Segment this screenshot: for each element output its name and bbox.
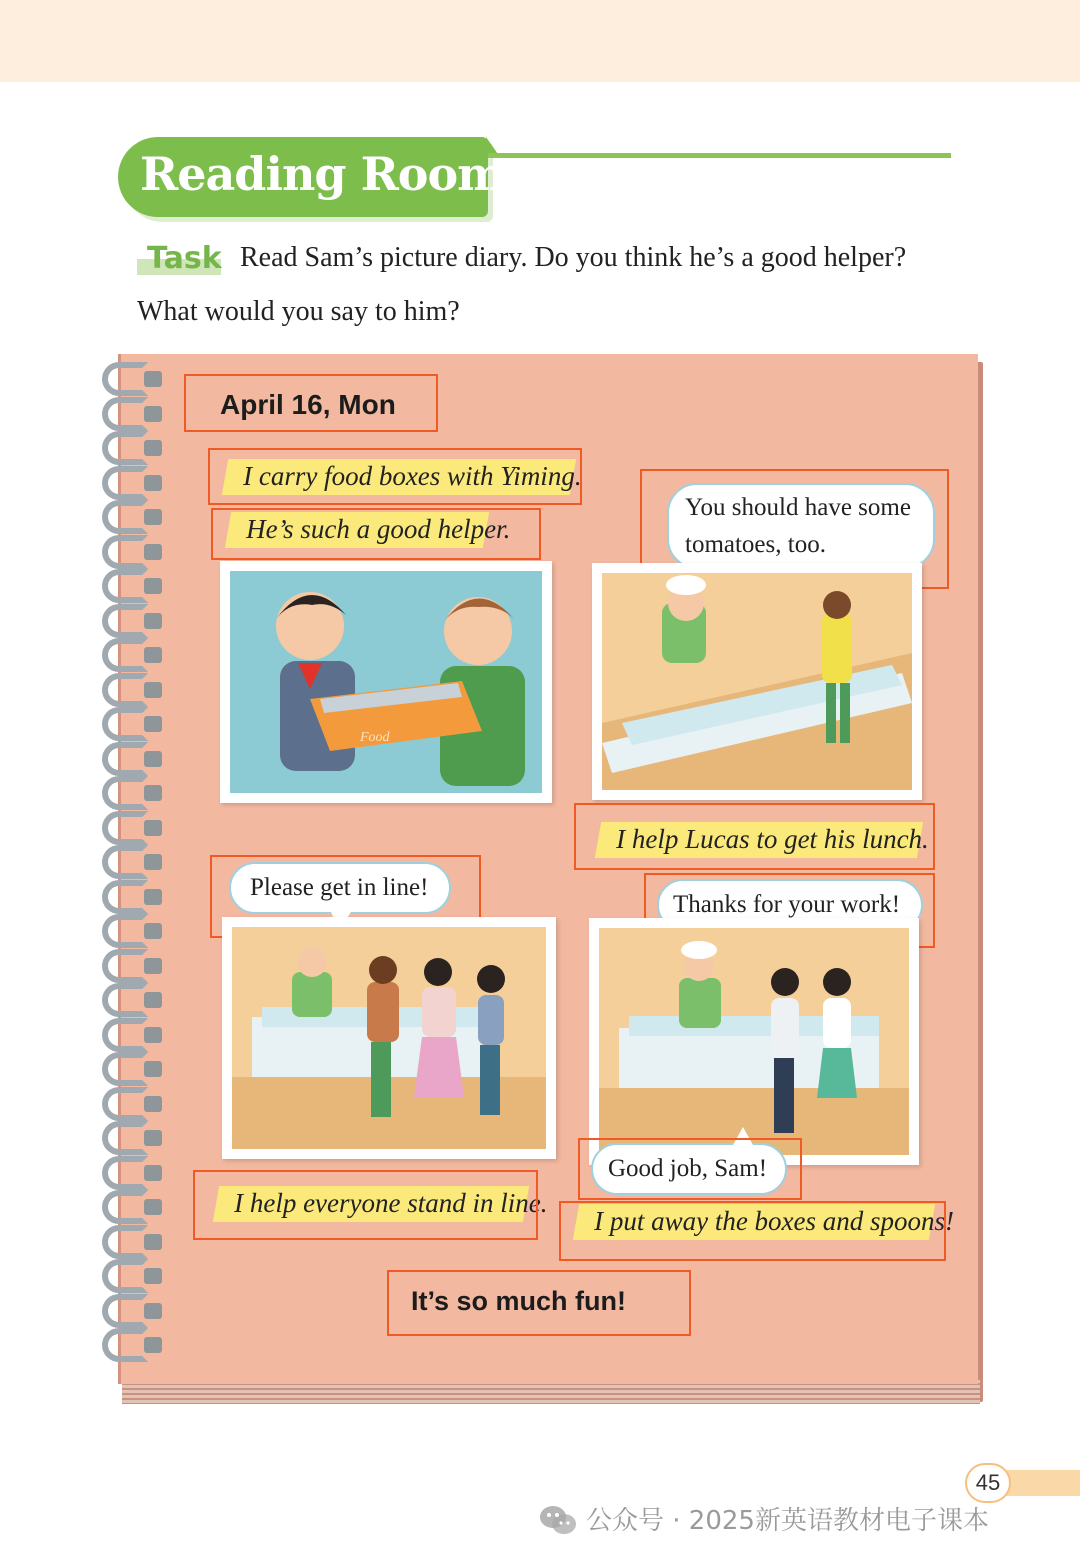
top-band	[0, 0, 1080, 82]
spiral-ring	[102, 500, 166, 536]
spiral-ring	[102, 949, 166, 985]
page-number: 45	[965, 1463, 1011, 1503]
spiral-ring	[102, 638, 166, 674]
ring-loop	[102, 466, 148, 500]
ring-hole	[144, 992, 162, 1008]
task-label-text: Task	[147, 241, 222, 276]
spiral-ring	[102, 535, 166, 571]
ring-loop	[102, 1087, 148, 1121]
speech-box	[578, 1138, 802, 1200]
spiral-ring	[102, 1225, 166, 1261]
task-label	[137, 241, 221, 277]
ring-hole	[144, 1268, 162, 1284]
ring-hole	[144, 716, 162, 732]
ring-loop	[102, 880, 148, 914]
ring-loop	[102, 604, 148, 638]
ring-loop	[102, 742, 148, 776]
speech-panel3: Please get in line!	[250, 874, 429, 901]
spiral-ring	[102, 742, 166, 778]
spiral-ring	[102, 466, 166, 502]
caption-box	[193, 1170, 538, 1240]
ring-loop	[102, 707, 148, 741]
ring-loop	[102, 1018, 148, 1052]
scene-standing-in-line	[222, 917, 556, 1159]
ring-loop	[102, 949, 148, 983]
ring-hole	[144, 371, 162, 387]
ring-hole	[144, 958, 162, 974]
ring-loop	[102, 845, 148, 879]
spiral-ring	[102, 397, 166, 433]
caption-panel1-line1-text: I carry food boxes with Yiming.	[243, 461, 582, 491]
spiral-ring	[102, 1087, 166, 1123]
ring-hole	[144, 1096, 162, 1112]
ring-loop	[102, 914, 148, 948]
ring-hole	[144, 440, 162, 456]
ring-loop	[102, 362, 148, 396]
ring-hole	[144, 406, 162, 422]
speech-panel2-line1: You should have some	[685, 494, 911, 521]
caption-box	[208, 448, 582, 505]
caption-box	[211, 508, 541, 560]
caption-panel2-text: I help Lucas to get his lunch.	[616, 824, 929, 854]
speech-panel4: Thanks for your work!	[673, 891, 901, 918]
speech-panel2-line2: tomatoes, too.	[685, 531, 826, 558]
spiral-ring	[102, 983, 166, 1019]
ring-loop	[102, 535, 148, 569]
ring-hole	[144, 613, 162, 629]
ring-hole	[144, 647, 162, 663]
ring-loop	[102, 1156, 148, 1190]
ring-loop	[102, 638, 148, 672]
spiral-ring	[102, 1156, 166, 1192]
ring-loop	[102, 1259, 148, 1293]
ring-hole	[144, 682, 162, 698]
scene-illustration	[230, 571, 542, 793]
task-instruction-line2: What would you say to him?	[137, 296, 460, 327]
ring-loop	[102, 397, 148, 431]
caption-panel1-line2-text: He’s such a good helper.	[246, 514, 511, 544]
ring-hole	[144, 820, 162, 836]
spiral-ring	[102, 431, 166, 467]
wechat-icon	[538, 1504, 578, 1536]
spiral-ring	[102, 1190, 166, 1226]
food-box-label: Food	[360, 730, 390, 745]
ring-loop	[102, 811, 148, 845]
ring-hole	[144, 544, 162, 560]
ring-loop	[102, 431, 148, 465]
spiral-ring	[102, 880, 166, 916]
diary-date: April 16, Mon	[220, 389, 396, 420]
spiral-ring	[102, 1328, 166, 1364]
ring-hole	[144, 889, 162, 905]
scene-lunch-counter	[592, 563, 922, 800]
ring-loop	[102, 1190, 148, 1224]
spiral-ring	[102, 914, 166, 950]
ring-loop	[102, 1121, 148, 1155]
ring-hole	[144, 854, 162, 870]
ring-hole	[144, 1130, 162, 1146]
spiral-ring	[102, 811, 166, 847]
ring-hole	[144, 578, 162, 594]
caption-box	[559, 1201, 946, 1261]
scene-illustration	[602, 573, 912, 790]
ring-loop	[102, 983, 148, 1017]
page-title: Reading Room	[140, 147, 505, 201]
spiral-ring	[102, 1018, 166, 1054]
spiral-ring	[102, 707, 166, 743]
caption-panel3-text: I help everyone stand in line.	[234, 1188, 548, 1218]
ring-hole	[144, 475, 162, 491]
ring-loop	[102, 1328, 148, 1362]
ring-hole	[144, 1165, 162, 1181]
caption-box	[574, 803, 935, 870]
scene-illustration	[232, 927, 546, 1149]
spiral-ring	[102, 776, 166, 812]
ring-loop	[102, 1052, 148, 1086]
ring-hole	[144, 1234, 162, 1250]
ring-loop	[102, 569, 148, 603]
watermark: 公众号 · 2025新英语教材电子课本	[586, 1506, 989, 1536]
ring-hole	[144, 1337, 162, 1353]
spiral-ring	[102, 673, 166, 709]
task-instruction-line1: Read Sam’s picture diary. Do you think he’s a good helper?	[240, 242, 907, 273]
spiral-ring	[102, 845, 166, 881]
scene-thanks-for-work	[589, 918, 919, 1165]
spiral-ring	[102, 604, 166, 640]
ring-hole	[144, 751, 162, 767]
ring-hole	[144, 1061, 162, 1077]
spiral-ring	[102, 1052, 166, 1088]
ring-hole	[144, 785, 162, 801]
spiral-ring	[102, 1294, 166, 1330]
ring-hole	[144, 509, 162, 525]
ring-loop	[102, 673, 148, 707]
scene-carrying-food-boxes	[220, 561, 552, 803]
ring-loop	[102, 1225, 148, 1259]
spiral-ring	[102, 362, 166, 398]
caption-panel4-text: I put away the boxes and spoons!	[594, 1206, 955, 1236]
ring-hole	[144, 1199, 162, 1215]
ring-loop	[102, 500, 148, 534]
ring-hole	[144, 1303, 162, 1319]
closing-line: It’s so much fun!	[411, 1286, 626, 1316]
spiral-ring	[102, 569, 166, 605]
speech-panel4-second: Good job, Sam!	[608, 1155, 768, 1182]
title-rule	[488, 153, 951, 158]
spiral-ring	[102, 1259, 166, 1295]
ring-loop	[102, 776, 148, 810]
spiral-ring	[102, 1121, 166, 1157]
ring-loop	[102, 1294, 148, 1328]
ring-hole	[144, 1027, 162, 1043]
scene-illustration	[599, 928, 909, 1155]
ring-hole	[144, 923, 162, 939]
